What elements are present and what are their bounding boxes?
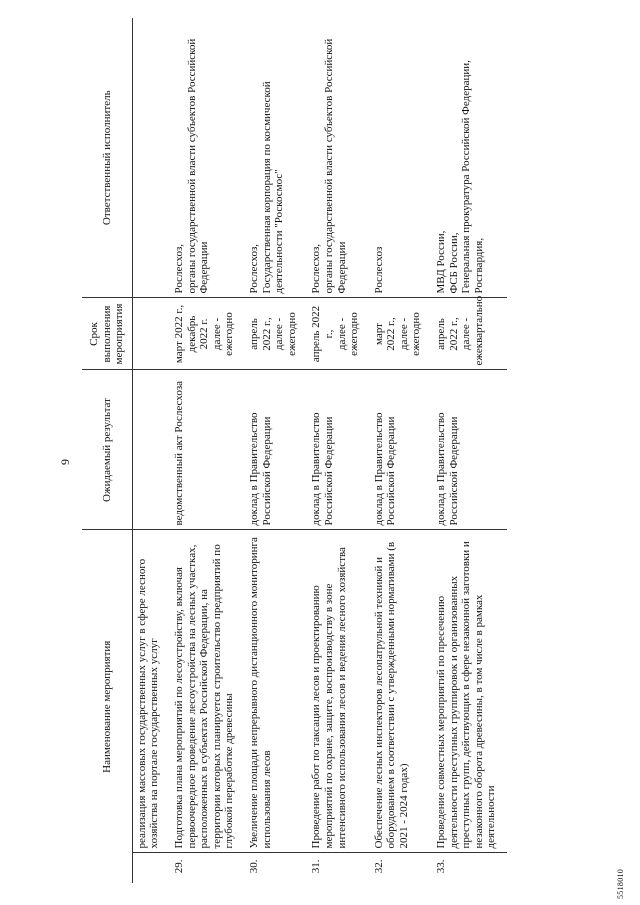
row-number: 31. — [310, 859, 323, 874]
table-row — [370, 18, 432, 883]
row-executor: Рослесхоз, Государственная корпорация по космической деятельности "Роскосмос" — [245, 18, 307, 298]
row-deadline — [132, 298, 170, 370]
row-result: ведомственный акт Рослесхоза — [170, 370, 245, 530]
header-name: Наименование мероприятия — [82, 530, 132, 883]
row-deadline: апрель 2022 г., далее - ежеквартально — [432, 298, 507, 370]
row-executor: МВД России, ФСБ России, Генеральная прокуратура Российской Федерации, Росгвардия, — [432, 18, 507, 298]
row-number — [132, 853, 170, 883]
row-name: Проведение работ по таксации лесов и проектированию мероприятий по охране, защите, воспроизводству в зоне интенсивного использования лесов и ведения лесного хозяйства — [307, 530, 369, 853]
row-deadline: март 2022 г., далее - ежегодно — [370, 298, 432, 370]
row-executor: Рослесхоз, органы государственной власти субъектов Российской Федерации — [307, 18, 369, 298]
header-deadline: Срок выполнения мероприятия — [82, 298, 132, 370]
table-row — [170, 18, 245, 883]
table-row — [307, 18, 369, 883]
row-number: 29. — [172, 859, 185, 874]
row-name: Увеличение площади непрерывного дистанционного мониторинга использования лесов — [245, 530, 307, 853]
row-executor: Рослесхоз, органы государственной власти субъектов Российской Федерации — [170, 18, 245, 298]
row-deadline: апрель 2022 г., далее - ежегодно — [245, 298, 307, 370]
row-executor: Рослесхоз — [370, 18, 432, 298]
table-row — [245, 18, 307, 883]
row-result: доклад в Правительство Российской Федерации — [370, 370, 432, 530]
row-number: 30. — [247, 859, 260, 874]
row-result — [132, 370, 170, 530]
row-name: Обеспечение лесных инспекторов лесопатрульной техникой и оборудованием в соответствии с утвержденными нормативами (в 2021 - 2024 годах) — [370, 530, 432, 853]
table-row — [132, 18, 170, 883]
row-number: 33. — [435, 859, 448, 874]
row-deadline: март 2022 г., декабрь 2022 г. далее - ежегодно — [170, 298, 245, 370]
row-result: доклад в Правительство Российской Федерации — [432, 370, 507, 530]
row-number: 32. — [372, 859, 385, 874]
row-executor — [132, 18, 170, 298]
measures-table — [82, 18, 507, 883]
row-deadline: апрель 2022 г., далее - ежегодно — [307, 298, 369, 370]
table-row — [432, 18, 507, 883]
header-row — [82, 18, 132, 883]
row-result: доклад в Правительство Российской Федерации — [245, 370, 307, 530]
document-id: 5518010 — [616, 868, 625, 899]
row-name: Проведение совместных мероприятий по пресечению деятельности преступных группировок и организованных преступных групп, действующих в сфере незаконной заготовки и незаконного оборота древесины, в том числе в рамках деятельности — [432, 530, 507, 853]
row-name: Подготовка плана мероприятий по лесоустройству, включая первоочередное проведение лесоустройства на лесных участках, расположенных в субъектах Российской Федерации, на территории которых планируется строительство предприятий по глубокой переработке древесины — [170, 530, 245, 853]
header-executor: Ответственный исполнитель — [82, 18, 132, 298]
row-result: доклад в Правительство Российской Федерации — [307, 370, 369, 530]
header-result: Ожидаемый результат — [82, 370, 132, 530]
row-name: реализация массовых государственных услуг в сфере лесного хозяйства на портале государственных услуг — [132, 530, 170, 853]
page-number: 9 — [58, 459, 72, 465]
